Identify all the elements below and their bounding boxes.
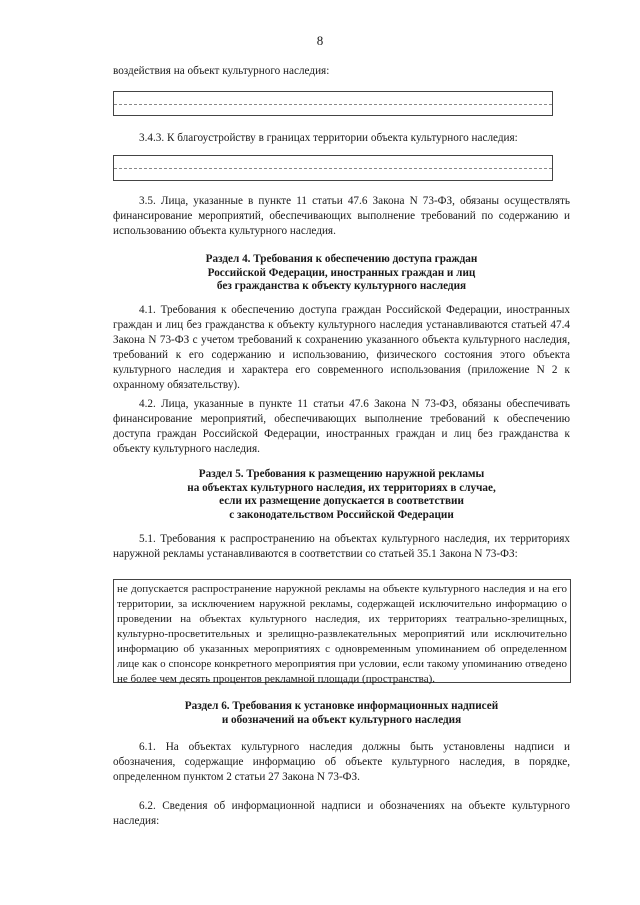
empty-field-frame — [113, 91, 553, 116]
paragraph-3-4-3: 3.4.3. К благоустройству в границах территории объекта культурного наследия: — [139, 132, 518, 144]
empty-field-frame — [113, 155, 553, 181]
paragraph-3-5: 3.5. Лица, указанные в пункте 11 статьи 47.6 Закона N 73-ФЗ, обязаны осуществлять финансирование мероприятий, обеспечивающих выполнение требований по содержанию и использованию объекта культурного наследия. — [113, 195, 570, 237]
heading-line: если их размещение допускается в соответствии — [219, 495, 464, 507]
heading-line: без гражданства к объекту культурного наследия — [216, 280, 467, 292]
boxed-text: не допускается распространение наружной рекламы на объекте культурного наследия и на его территории, за исключением наружной рекламы, содержащей исключительно информацию о проведении на объектах культурного наследия, их территориях театрально-зрелищных, культурно-просветительных и зрелищно-развлекательных мероприятий или исключительно информацию об указанных мероприятиях с одновременным упоминанием об определенном лице как о спонсоре конкретного мероприятия при условии, если такому упоминанию отведено не более чем десять процентов рекламной площади (пространства). — [117, 583, 567, 685]
heading-line: Раздел 5. Требования к размещению наружной рекламы — [198, 468, 485, 480]
paragraph-5-1: 5.1. Требования к распространению на объектах культурного наследия, их территориях наружной рекламы устанавливаются в соответствии со статьей 35.1 Закона N 73-ФЗ: — [113, 533, 570, 560]
heading-line: и обозначений на объект культурного наследия — [221, 713, 462, 726]
paragraph-4-2: 4.2. Лица, указанные в пункте 11 статьи 47.6 Закона N 73-ФЗ, обязаны обеспечивать финансирование мероприятий, обеспечивающих выполнение требований к обеспечению доступа граждан Российской Федерации, иностранных граждан и лиц без гражданства к объекту культурного наследия. — [113, 398, 570, 455]
heading-line: Раздел 4. Требования к обеспечению доступа граждан — [205, 253, 478, 265]
section-4-heading — [113, 253, 570, 294]
paragraph-6-1: 6.1. На объектах культурного наследия должны быть установлены надписи и обозначения, содержащие информацию об объекте культурного наследия, в порядке, определенном пунктом 2 статьи 27 Закона N 73-ФЗ. — [113, 741, 570, 783]
heading-line: на объектах культурного наследия, их территориях в случае, — [187, 481, 496, 494]
heading-line: Российской Федерации, иностранных граждан и лиц — [207, 266, 476, 279]
section-5-heading — [113, 468, 570, 522]
paragraph-6-2: 6.2. Сведения об информационной надписи и обозначениях на объекте культурного наследия: — [113, 800, 570, 827]
heading-line: Раздел 6. Требования к установке информационных надписей — [184, 700, 499, 712]
page-number: 8 — [316, 33, 324, 48]
heading-line: с законодательством Российской Федерации — [229, 508, 454, 521]
section-6-heading — [113, 700, 570, 727]
paragraph-4-1: 4.1. Требования к обеспечению доступа граждан Российской Федерации, иностранных граждан и лиц без гражданства к объекту культурного наследия устанавливаются статьей 47.4 Закона N 73-ФЗ с учетом требований к сохранению указанного объекта культурного наследия, требований к его содержанию и использованию, физического состояния этого объекта культурного наследия и характера его современного использования (приложение N 2 к охранному обязательству). — [113, 304, 570, 391]
paragraph-impact: воздействия на объект культурного наследия: — [113, 65, 330, 77]
advertising-requirement-box — [113, 579, 571, 683]
